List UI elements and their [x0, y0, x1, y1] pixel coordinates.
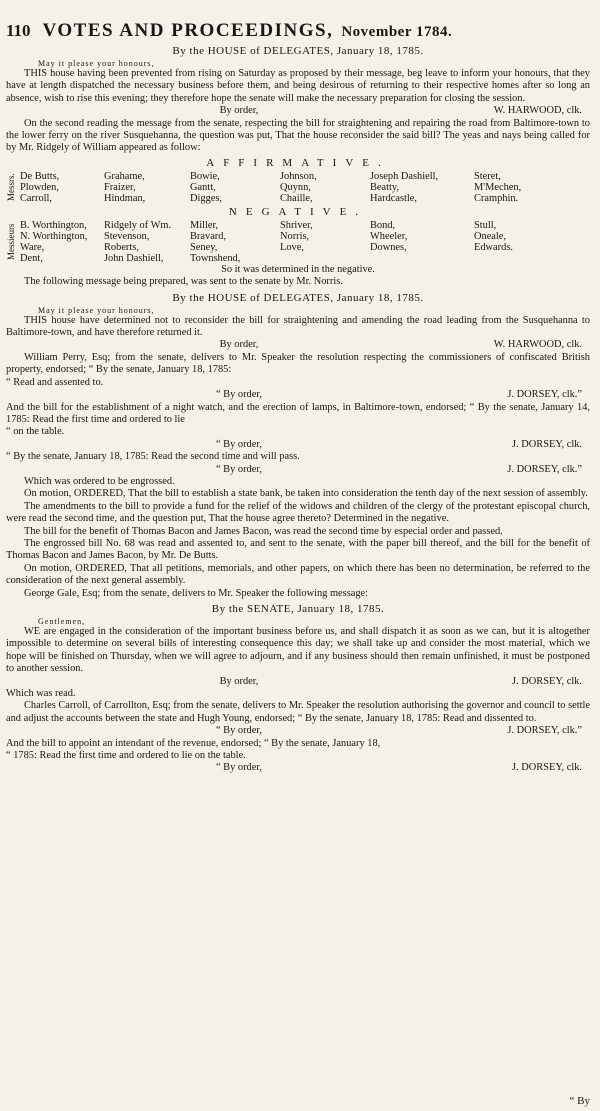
affirmative-heading: AFFIRMATIVE. — [206, 156, 390, 169]
voter-name: Gantt, — [190, 181, 216, 193]
by-order: By order, — [219, 339, 259, 351]
voter-name: Townshend, — [190, 252, 241, 264]
paragraph: William Perry, Esq; from the senate, delivers to Mr. Speaker the resolution respecting the commissioners of confiscated British property, endorsed; “ By the senate, January 18, 1785: — [6, 351, 590, 376]
voter-name: Stull, — [474, 219, 497, 231]
voter-name — [280, 253, 370, 264]
signature-line — [6, 439, 590, 451]
voter-name: Quynn, — [280, 181, 311, 193]
paragraph: The engrossed bill No. 68 was read and assented to, and sent to the senate, with the paper bill thereof, and the bill for the benefit of Thomas Bacon and James Bacon, by Mr. De Butts. — [6, 537, 590, 562]
voter-name: Plowden, — [20, 181, 59, 193]
signature: W. HARWOOD, clk. — [493, 105, 582, 117]
paragraph: And the bill for the establishment of a night watch, and the erection of lamps, in Baltimore-town, endorsed; “ By the senate, January 14, 1785: Read the first time and ordered to lie — [6, 401, 590, 425]
paragraph: Which was read. — [6, 688, 76, 700]
by-order: “ By order, — [215, 762, 263, 774]
signature-line — [6, 105, 590, 117]
signature-line — [6, 725, 590, 737]
voter-name: Love, — [280, 241, 304, 253]
by-order: “ By order, — [215, 389, 263, 401]
voter-name: Shriver, — [280, 219, 313, 231]
running-date: November 1784. — [341, 24, 453, 40]
voter-name: Ware, — [20, 241, 45, 253]
voter-name: Edwards. — [474, 241, 513, 253]
voter-name: M'Mechen, — [474, 181, 522, 193]
paragraph: “ Read and assented to. — [6, 376, 104, 388]
page-header — [6, 20, 590, 42]
voter-name: Bravard, — [190, 230, 227, 242]
by-order: “ By order, — [215, 438, 263, 450]
affirmative-vote-table — [6, 171, 590, 204]
voter-name: De Butts, — [20, 170, 60, 182]
voter-name: Cramphin. — [474, 192, 519, 204]
page-number: 110 — [6, 21, 31, 40]
voter-name: Seney, — [190, 241, 218, 253]
voter-name: Bowie, — [190, 170, 220, 182]
paragraph: So it was determined in the negative. — [221, 263, 375, 275]
signature: J. DORSEY, clk. — [512, 762, 582, 774]
paragraph: The bill for the benefit of Thomas Bacon and James Bacon, was read the second time by especial order and passed. — [24, 525, 503, 537]
signature-line — [6, 389, 590, 401]
negative-heading: NEGATIVE. — [228, 205, 368, 218]
voter-name: Stevenson, — [104, 230, 150, 242]
voter-name: Johnson, — [280, 170, 317, 182]
paragraph: Which was ordered to be engrossed. — [24, 475, 175, 487]
paragraph: Charles Carroll, of Carrollton, Esq; from the senate, delivers to Mr. Speaker the resolution authorising the governor and council to settle and adjust the accounts between the state and Hugh Young, endorsed; “ By the senate, January 18, 1785: Read and dissented to. — [6, 700, 590, 724]
voter-name: Roberts, — [104, 241, 139, 253]
section-by-line: By the HOUSE of DELEGATES, January 18, 1785. — [172, 291, 424, 304]
voter-name: Joseph Dashiell, — [370, 170, 439, 182]
voter-name: Downes, — [370, 241, 407, 253]
signature-line — [6, 762, 590, 774]
voter-name: Hindman, — [104, 192, 146, 204]
by-order: By order, — [219, 675, 259, 687]
paragraph: The amendments to the bill to provide a fund for the relief of the widows and children of the clergy of the protestant episcopal church, were read the second time, and the question put, That the house agree thereto? Determined in the negative. — [6, 500, 590, 525]
paragraph: “ on the table. — [6, 426, 65, 438]
signature: J. DORSEY, clk. — [512, 675, 582, 687]
paragraph: On the second reading the message from the senate, respecting the bill for straightening and repairing the road from Baltimore-town to the lower ferry on the river Susquehanna, the question was put, That the house reconsider the said bill? The yeas and nays being called for by Mr. Ridgely of William appeared as follow: — [6, 117, 590, 154]
by-order: By order, — [219, 105, 259, 117]
vote-side-label: Messrs. — [6, 173, 16, 202]
salutation: May it please your honours, — [38, 305, 155, 315]
voter-name: Miller, — [190, 219, 219, 231]
paragraph: “ 1785: Read the first time and ordered to lie on the table. — [6, 750, 246, 762]
voter-name — [370, 253, 474, 264]
salutation: Gentlemen, — [38, 617, 86, 626]
message-body: WE are engaged in the consideration of the important business before us, and shall dispatch it as soon as we can, but it is altogether impossible to determine on several bills of interesting consequence this day; we shall take up and consider the most material, which we hope will be finished on Thursday, when we will agree to adjourn, and if any business should then remain unfinished, it must be postponed to another session. — [6, 626, 590, 675]
voter-name: Carroll, — [20, 192, 53, 204]
voter-name: Chaille, — [280, 192, 313, 204]
voter-name: B. Worthington, — [20, 219, 87, 231]
voter-name: Ridgely of Wm. — [104, 219, 172, 231]
salutation: May it please your honours, — [38, 59, 155, 68]
voter-name: Grahame, — [104, 170, 145, 182]
voter-name: Digges, — [190, 192, 223, 204]
signature: J. DORSEY, clk.” — [507, 725, 582, 737]
signature-line — [6, 339, 590, 351]
voter-name: Fraizer, — [104, 181, 136, 193]
signature-line — [6, 676, 590, 688]
voter-name — [474, 253, 564, 264]
signature: J. DORSEY, clk. — [512, 438, 582, 450]
catchword: “ By — [569, 1095, 590, 1107]
voter-name: Hardcastle, — [370, 192, 418, 204]
message-body: THIS house have determined not to reconsider the bill for straightening and amending the road leading from the Susquehanna to Baltimore-town, and have therefore returned it. — [6, 314, 590, 339]
signature: J. DORSEY, clk.” — [507, 463, 582, 475]
voter-name: N. Worthington, — [20, 230, 88, 242]
voter-name: Dent, — [20, 252, 43, 264]
voter-name: Bond, — [370, 219, 396, 231]
paragraph: “ By the senate, January 18, 1785: Read the second time and will pass. — [6, 451, 300, 463]
paragraph: On motion, ORDERED, That all petitions, memorials, and other papers, on which there has been no determination, be referred to the consideration of the next general assembly. — [6, 562, 590, 587]
paragraph: The following message being prepared, was sent to the senate by Mr. Norris. — [24, 276, 343, 288]
voter-name: Wheeler, — [370, 230, 408, 242]
section-by-line: By the SENATE, January 18, 1785. — [211, 603, 385, 615]
section-by-line: By the HOUSE of DELEGATES, January 18, 1785. — [172, 45, 424, 57]
negative-vote-table — [6, 220, 590, 264]
paragraph: And the bill to appoint an intendant of the revenue, endorsed; “ By the senate, January 18, — [6, 737, 381, 749]
message-body: THIS house having been prevented from rising on Saturday as proposed by their message, beg leave to inform your honours, that they have at length dispatched the necessary business before them, and being desirous of returning to their respective homes after so long an absence, wish to rise this evening; they therefore hope the senate will make the necessary preparation for closing the session. — [6, 68, 590, 104]
voter-name: Norris, — [280, 230, 310, 242]
signature-line — [6, 464, 590, 476]
signature: W. HARWOOD, clk. — [493, 339, 582, 351]
paragraph: George Gale, Esq; from the senate, delivers to Mr. Speaker the following message: — [24, 587, 369, 599]
voter-name: Beatty, — [370, 181, 400, 193]
voter-name: Steret, — [474, 170, 501, 182]
signature: J. DORSEY, clk.” — [507, 389, 582, 401]
vote-side-label: Messieurs — [6, 223, 16, 261]
voter-name: Oneale, — [474, 230, 507, 242]
by-order: “ By order, — [215, 463, 263, 475]
document-page — [0, 20, 600, 1111]
running-title: VOTES AND PROCEEDINGS, — [42, 20, 334, 41]
paragraph: On motion, ORDERED, That the bill to establish a state bank, be taken into consideration the tenth day of the next session of assembly. — [24, 488, 588, 500]
by-order: “ By order, — [215, 725, 263, 737]
voter-name: John Dashiell, — [104, 252, 164, 264]
